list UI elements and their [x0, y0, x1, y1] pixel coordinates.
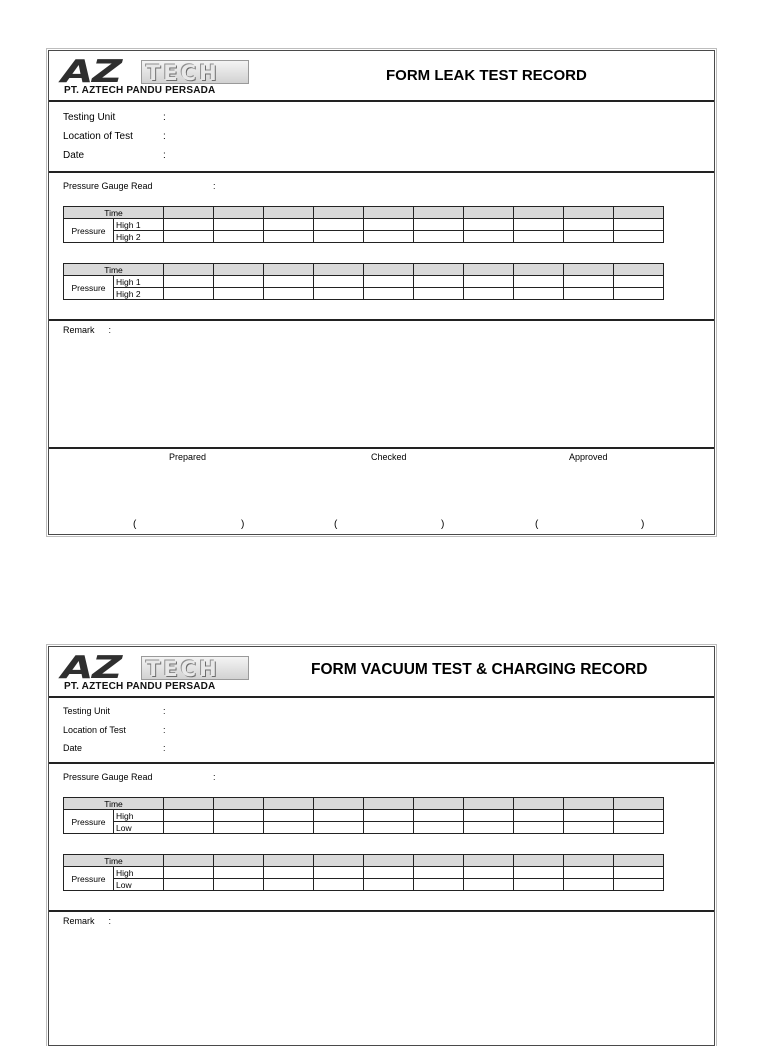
value-cell[interactable]: [464, 867, 514, 879]
time-cell[interactable]: [164, 264, 214, 276]
field-separator: :: [163, 131, 166, 142]
field-label: Date: [63, 150, 85, 161]
pressure-row: [64, 822, 664, 834]
time-cell[interactable]: [614, 798, 664, 810]
remark-field: [63, 916, 111, 926]
value-cell[interactable]: [364, 810, 414, 822]
pressure-sub-label: High 2: [114, 231, 164, 243]
value-cell[interactable]: [314, 231, 364, 243]
aztech-logo: [59, 54, 259, 97]
info-section: [49, 102, 714, 173]
value-cell[interactable]: [314, 879, 364, 891]
value-cell[interactable]: [514, 822, 564, 834]
pressure-sub-label: High: [114, 867, 164, 879]
time-cell[interactable]: [314, 207, 364, 219]
time-cell[interactable]: [164, 207, 214, 219]
time-cell[interactable]: [214, 855, 264, 867]
value-cell[interactable]: [614, 231, 664, 243]
value-cell[interactable]: [164, 867, 214, 879]
info-section: [49, 698, 714, 764]
form-title: FORM LEAK TEST RECORD: [386, 67, 587, 84]
value-cell[interactable]: [164, 822, 214, 834]
value-cell[interactable]: [264, 276, 314, 288]
value-cell[interactable]: [564, 219, 614, 231]
time-cell[interactable]: [514, 207, 564, 219]
value-cell[interactable]: [564, 879, 614, 891]
time-cell[interactable]: [364, 855, 414, 867]
field-label: Pressure Gauge Read: [63, 181, 153, 191]
value-cell[interactable]: [414, 288, 464, 300]
value-cell[interactable]: [564, 276, 614, 288]
value-cell[interactable]: [514, 219, 564, 231]
pressure-gauge-section: [49, 764, 714, 912]
value-cell[interactable]: [264, 810, 314, 822]
field-label: Location of Test: [63, 725, 126, 735]
pressure-row: [64, 288, 664, 300]
value-cell[interactable]: [214, 231, 264, 243]
time-cell[interactable]: [214, 207, 264, 219]
value-cell[interactable]: [614, 867, 664, 879]
value-cell[interactable]: [364, 822, 414, 834]
value-cell[interactable]: [314, 276, 364, 288]
approved-signature-open[interactable]: (: [535, 519, 539, 530]
field-separator: :: [163, 150, 166, 161]
time-cell[interactable]: [364, 207, 414, 219]
field-label: Location of Test: [63, 131, 133, 142]
time-cell[interactable]: [464, 207, 514, 219]
time-label: Time: [64, 207, 164, 219]
pressure-label: Pressure: [64, 810, 114, 834]
location-of-test-field[interactable]: [63, 725, 166, 735]
pressure-row: [64, 231, 664, 243]
pressure-sub-label: High: [114, 810, 164, 822]
value-cell[interactable]: [264, 231, 314, 243]
time-cell[interactable]: [514, 855, 564, 867]
field-separator: :: [163, 112, 166, 123]
time-cell[interactable]: [164, 855, 214, 867]
pressure-row: [64, 867, 664, 879]
pressure-table: [63, 797, 664, 834]
pressure-label: Pressure: [64, 219, 114, 243]
time-row: [64, 264, 664, 276]
time-row: [64, 798, 664, 810]
time-cell[interactable]: [364, 264, 414, 276]
value-cell[interactable]: [414, 822, 464, 834]
pressure-gauge-read-field[interactable]: [63, 181, 216, 191]
prepared-label: Prepared: [169, 452, 207, 462]
value-cell[interactable]: [464, 276, 514, 288]
pressure-row: [64, 219, 664, 231]
remark-field: [63, 325, 111, 335]
pressure-table: [63, 263, 664, 300]
value-cell[interactable]: [414, 810, 464, 822]
date-field[interactable]: [63, 743, 166, 753]
value-cell[interactable]: [214, 219, 264, 231]
value-cell[interactable]: [514, 810, 564, 822]
value-cell[interactable]: [564, 810, 614, 822]
value-cell[interactable]: [264, 219, 314, 231]
value-cell[interactable]: [614, 822, 664, 834]
company-name: PT. AZTECH PANDU PERSADA: [64, 85, 216, 96]
value-cell[interactable]: [214, 810, 264, 822]
time-cell[interactable]: [464, 855, 514, 867]
form-header: [49, 51, 714, 102]
pressure-sub-label: Low: [114, 879, 164, 891]
value-cell[interactable]: [164, 810, 214, 822]
value-cell[interactable]: [464, 822, 514, 834]
vacuum-test-form: [48, 646, 715, 1046]
value-cell[interactable]: [264, 867, 314, 879]
value-cell[interactable]: [214, 276, 264, 288]
value-cell[interactable]: [164, 219, 214, 231]
remark-label: Remark: [63, 325, 95, 335]
value-cell[interactable]: [464, 219, 514, 231]
value-cell[interactable]: [364, 219, 414, 231]
value-cell[interactable]: [364, 867, 414, 879]
time-cell[interactable]: [614, 855, 664, 867]
checked-signature-close: ): [441, 519, 445, 530]
time-cell[interactable]: [614, 207, 664, 219]
pressure-sub-label: High 1: [114, 219, 164, 231]
time-cell[interactable]: [214, 798, 264, 810]
signature-section: [49, 449, 714, 534]
time-cell[interactable]: [214, 264, 264, 276]
time-cell[interactable]: [564, 207, 614, 219]
field-separator: :: [163, 743, 166, 753]
value-cell[interactable]: [464, 288, 514, 300]
testing-unit-field[interactable]: [63, 112, 166, 123]
value-cell[interactable]: [314, 810, 364, 822]
time-row: [64, 207, 664, 219]
time-cell[interactable]: [414, 207, 464, 219]
field-separator: :: [213, 181, 216, 191]
time-cell[interactable]: [264, 855, 314, 867]
value-cell[interactable]: [414, 276, 464, 288]
value-cell[interactable]: [414, 867, 464, 879]
value-cell[interactable]: [564, 288, 614, 300]
pressure-row: [64, 810, 664, 822]
field-label: Date: [63, 743, 83, 753]
form-title: FORM VACUUM TEST & CHARGING RECORD: [311, 661, 648, 678]
value-cell[interactable]: [164, 276, 214, 288]
pressure-sub-label: High 2: [114, 288, 164, 300]
time-label: Time: [64, 855, 164, 867]
pressure-sub-label: High 1: [114, 276, 164, 288]
value-cell[interactable]: [314, 219, 364, 231]
value-cell[interactable]: [164, 288, 214, 300]
value-cell[interactable]: [514, 276, 564, 288]
logo-word: TECH: [141, 60, 249, 84]
value-cell[interactable]: [514, 231, 564, 243]
date-field[interactable]: [63, 150, 166, 161]
time-cell[interactable]: [164, 798, 214, 810]
pressure-label: Pressure: [64, 276, 114, 300]
time-cell[interactable]: [564, 855, 614, 867]
logo-mark: AZ: [61, 650, 122, 686]
location-of-test-field[interactable]: [63, 131, 166, 142]
field-separator: :: [163, 725, 166, 735]
value-cell[interactable]: [614, 276, 664, 288]
value-cell[interactable]: [264, 822, 314, 834]
value-cell[interactable]: [464, 810, 514, 822]
pressure-gauge-read-field[interactable]: [63, 772, 216, 782]
value-cell[interactable]: [314, 288, 364, 300]
time-cell[interactable]: [514, 264, 564, 276]
value-cell[interactable]: [614, 219, 664, 231]
value-cell[interactable]: [264, 288, 314, 300]
value-cell[interactable]: [414, 231, 464, 243]
field-separator: :: [108, 325, 112, 335]
value-cell[interactable]: [514, 879, 564, 891]
value-cell[interactable]: [314, 822, 364, 834]
value-cell[interactable]: [164, 879, 214, 891]
pressure-sub-label: Low: [114, 822, 164, 834]
company-name: PT. AZTECH PANDU PERSADA: [64, 681, 216, 692]
time-cell[interactable]: [264, 264, 314, 276]
time-cell[interactable]: [464, 798, 514, 810]
time-cell[interactable]: [314, 855, 364, 867]
checked-label: Checked: [371, 452, 407, 462]
time-cell[interactable]: [314, 798, 364, 810]
time-cell[interactable]: [264, 798, 314, 810]
field-separator: :: [108, 916, 112, 926]
logo-mark: AZ: [61, 54, 122, 90]
prepared-signature-close: ): [241, 519, 245, 530]
field-separator: :: [163, 706, 166, 716]
logo-word: TECH: [141, 656, 249, 680]
value-cell[interactable]: [614, 288, 664, 300]
pressure-table: [63, 854, 664, 891]
value-cell[interactable]: [464, 231, 514, 243]
time-cell[interactable]: [414, 264, 464, 276]
value-cell[interactable]: [214, 288, 264, 300]
approved-label: Approved: [569, 452, 608, 462]
remark-section[interactable]: [49, 912, 714, 1040]
pressure-row: [64, 879, 664, 891]
value-cell[interactable]: [264, 879, 314, 891]
value-cell[interactable]: [414, 219, 464, 231]
value-cell[interactable]: [564, 867, 614, 879]
field-label: Testing Unit: [63, 706, 111, 716]
value-cell[interactable]: [364, 231, 414, 243]
value-cell[interactable]: [464, 879, 514, 891]
value-cell[interactable]: [614, 810, 664, 822]
testing-unit-field[interactable]: [63, 706, 166, 716]
time-cell[interactable]: [614, 264, 664, 276]
prepared-signature-open[interactable]: (: [133, 519, 137, 530]
checked-signature-open[interactable]: (: [334, 519, 338, 530]
pressure-gauge-section: [49, 173, 714, 321]
time-cell[interactable]: [514, 798, 564, 810]
time-row: [64, 855, 664, 867]
value-cell[interactable]: [214, 867, 264, 879]
time-cell[interactable]: [314, 264, 364, 276]
value-cell[interactable]: [614, 879, 664, 891]
remark-label: Remark: [63, 916, 95, 926]
pressure-label: Pressure: [64, 867, 114, 891]
time-cell[interactable]: [264, 207, 314, 219]
remark-section[interactable]: [49, 321, 714, 449]
time-cell[interactable]: [564, 264, 614, 276]
time-cell[interactable]: [414, 855, 464, 867]
value-cell[interactable]: [364, 288, 414, 300]
pressure-table: [63, 206, 664, 243]
time-label: Time: [64, 264, 164, 276]
value-cell[interactable]: [214, 879, 264, 891]
value-cell[interactable]: [364, 276, 414, 288]
time-cell[interactable]: [414, 798, 464, 810]
value-cell[interactable]: [414, 879, 464, 891]
value-cell[interactable]: [314, 867, 364, 879]
value-cell[interactable]: [514, 867, 564, 879]
form-header: [49, 647, 714, 698]
value-cell[interactable]: [164, 231, 214, 243]
time-label: Time: [64, 798, 164, 810]
value-cell[interactable]: [564, 822, 614, 834]
leak-test-form: [48, 50, 715, 535]
field-label: Testing Unit: [63, 112, 116, 123]
time-cell[interactable]: [464, 264, 514, 276]
approved-signature-close: ): [641, 519, 645, 530]
field-separator: :: [213, 772, 216, 782]
field-label: Pressure Gauge Read: [63, 772, 153, 782]
value-cell[interactable]: [564, 231, 614, 243]
value-cell[interactable]: [514, 288, 564, 300]
value-cell[interactable]: [214, 822, 264, 834]
value-cell[interactable]: [364, 879, 414, 891]
time-cell[interactable]: [364, 798, 414, 810]
aztech-logo: [59, 650, 259, 693]
pressure-row: [64, 276, 664, 288]
time-cell[interactable]: [564, 798, 614, 810]
